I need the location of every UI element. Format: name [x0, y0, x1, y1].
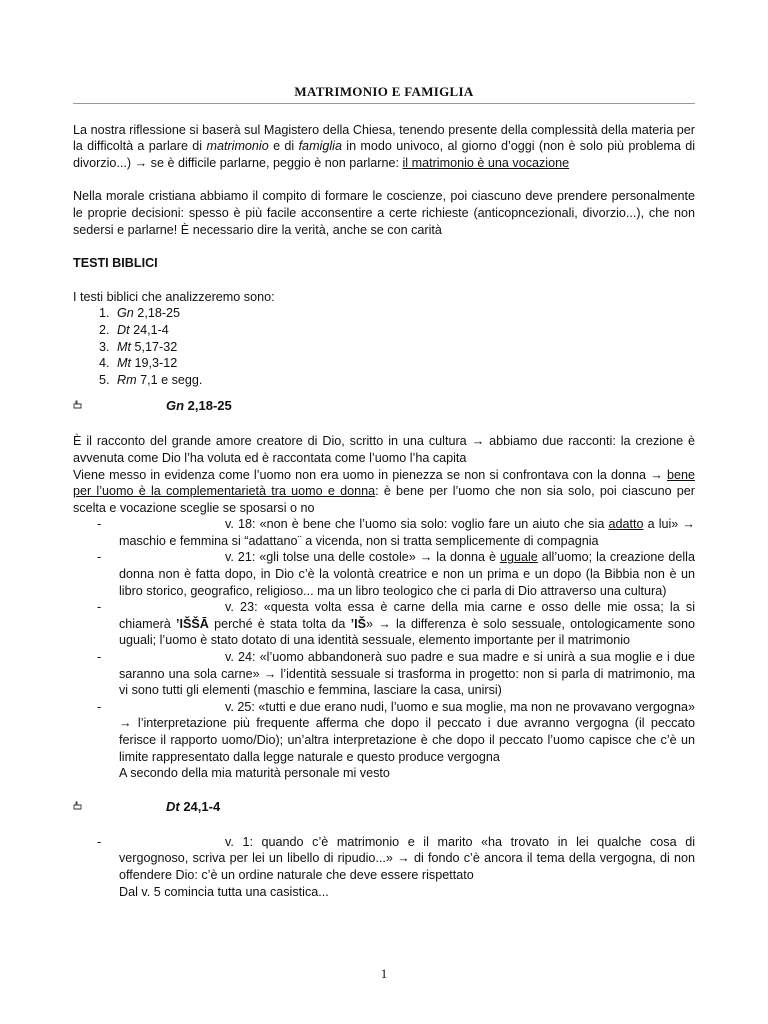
list-item: - v. 23: «questa volta essa è carne della mia carne e osso delle mie ossa; la si chiamerà ’IŠŠĀ perché è stata tolta da ’IŠ» → la differenza è solo sessuale, ontologicamente sono uguali; l’uomo è stato dotato di una identità sessuale, elemento importante per il matrimonio	[97, 600, 696, 648]
page-title: MATRIMONIO E FAMIGLIA	[73, 84, 695, 104]
list-item: 4. Mt 19,3-12	[113, 355, 695, 372]
list-item: 3. Mt 5,17-32	[113, 339, 695, 356]
list-item: 5. Rm 7,1 e segg.	[113, 372, 695, 389]
list-item: - v. 24: «l’uomo abbandonerà suo padre e sua madre e si unirà a sua moglie e i due saranno una sola carne» → l’identità sessuale si trasforma in progetto: non si parla di matrimonio, ma vi sono tutti gli elementi (maschio e femmina, lasciare la casa, unirsi)	[97, 650, 695, 698]
section-gn	[73, 398, 695, 416]
hand-pointer-icon	[73, 801, 82, 810]
gn-paragraph-1: È il racconto del grande amore creatore di Dio, scritto in una cultura → abbiamo due racconti: la crezione è avvenuta come Dio l’ha voluta ed è raccontata come l’uomo l’ha capita	[73, 434, 695, 465]
gn-paragraph-2: Viene messo in evidenza come l’uomo non era uomo in pienezza se non si confrontava con la donna → bene per l’uomo è la complementarietà tra uomo e donna: è bene per l’uomo che non sia solo, poi ciascuno per scelta e vocazione sceglie se sposarsi o no	[73, 467, 695, 515]
list-item: - v. 1: quando c’è matrimonio e il marito «ha trovato in lei qualche cosa di vergognoso, scriva per lei un libello di ripudio...» → di fondo c’è ancora il tema della vergogna, di non offendere Dio: c’è un ordine naturale che deve essere rispettato	[97, 834, 695, 882]
gn-continuation: A secondo della mia maturità personale mi vesto	[119, 766, 390, 781]
page-number: 1	[380, 966, 388, 981]
page-body	[73, 84, 695, 900]
section-heading-testi-biblici: TESTI BIBLICI	[73, 256, 158, 271]
section-gn-title: Gn 2,18-25	[166, 398, 232, 414]
bible-text-list	[73, 305, 695, 388]
list-item: 1. Gn 2,18-25	[113, 305, 695, 322]
list-item: - v. 25: «tutti e due erano nudi, l’uomo e sua moglie, ma non ne provavano vergogna» → l’interpretazione più frequente afferma che dopo il peccato i due avranno vergogna (il peccato ferisce il rapporto uomo/Dio); un’altra interpretazione è che dopo il peccato l’uomo capisce che c’è un limite rappresentato dalla legge naturale e questo produce vergogna	[97, 699, 695, 764]
testi-lead: I testi biblici che analizzeremo sono:	[73, 289, 275, 304]
section-dt-title: Dt 24,1-4	[166, 798, 221, 814]
hand-pointer-icon	[73, 400, 82, 409]
section-dt	[73, 799, 695, 817]
list-item: - v. 21: «gli tolse una delle costole» → la donna è uguale all’uomo; la creazione della donna non è fatta dopo, in Dio c’è la volontà creatrice e non un prima e un dopo (la Bibbia non è un libro storico, geografico, religioso... ma un libro teologico che ci parla di Dio attraverso una cultura)	[97, 550, 695, 598]
intro-paragraph-1: La nostra riflessione si baserà sul Magistero della Chiesa, tenendo presente della complessità della materia per la difficoltà a parlare di matrimonio e di famiglia in modo univoco, al giorno d’oggi (non è solo più problema di divorzio...) → se è difficile parlarne, peggio è non parlarne: il matrimonio è una vocazione	[73, 122, 696, 170]
dt-continuation: Dal v. 5 comincia tutta una casistica...	[119, 884, 329, 899]
intro-paragraph-2: Nella morale cristiana abbiamo il compito di formare le coscienze, poi ciascuno deve prendere personalmente le proprie decisioni: spesso è più facile acconsentire a certe richieste (anticopncezionali, divorzio...), che non sedersi e parlarne! È necessario dire la verità, anche se con carità	[73, 189, 695, 237]
list-item: - v. 18: «non è bene che l’uomo sia solo: voglio fare un aiuto che sia adatto a lui» → maschio e femmina si “adattano¨ a vicenda, non si tratta semplicemente di compagnia	[97, 517, 695, 548]
list-item: 2. Dt 24,1-4	[113, 322, 695, 339]
